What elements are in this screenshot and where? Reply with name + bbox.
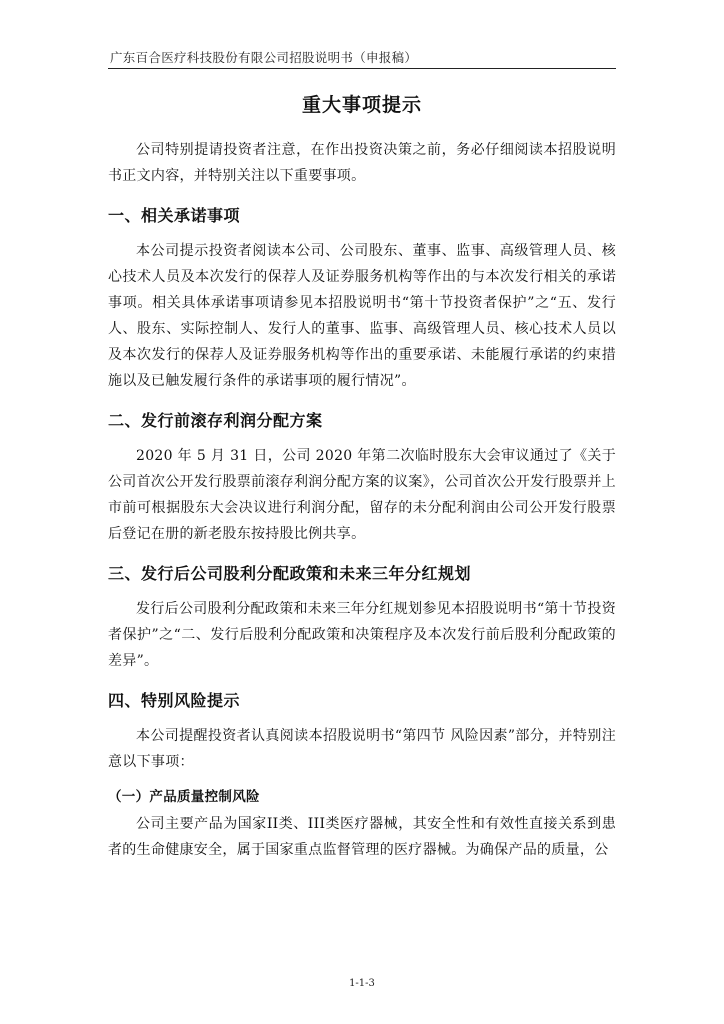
subsection-body-quality-risk: 公司主要产品为国家II类、III类医疗器械，其安全性和有效性直接关系到患者的生命健康安全，属于国家重点监督管理的医疗器械。为确保产品的质量，公 <box>108 816 616 858</box>
section-heading-risk-notice: 四、特别风险提示 <box>108 691 241 710</box>
header-divider <box>108 68 616 69</box>
section-body-risk-notice: 本公司提醒投资者认真阅读本招股说明书“第四节 风险因素”部分，并特别注意以下事项： <box>108 728 616 770</box>
section-body-dividend-policy: 发行后公司股利分配政策和未来三年分红规划参见本招股说明书“第十节投资者保护”之“二、发行后股利分配政策和决策程序及本次发行前后股利分配政策的差异”。 <box>108 601 616 669</box>
running-header: 广东百合医疗科技股份有限公司招股说明书（申报稿） <box>110 50 418 65</box>
section-heading-dividend-policy: 三、发行后公司股利分配政策和未来三年分红规划 <box>108 564 472 583</box>
section-heading-commitments: 一、相关承诺事项 <box>108 206 241 225</box>
section-heading-retained-profit: 二、发行前滚存利润分配方案 <box>108 411 323 430</box>
section-body-retained-profit: 2020 年 5 月 31 日，公司 2020 年第二次临时股东大会审议通过了《关于公司首次公开发行股票前滚存利润分配方案的议案》，公司首次公开发行股票并上市前可根据股东大会决议进行利润分配，留存的未分配利润由公司公开发行股票后登记在册的新老股东按持股比例共享。 <box>108 448 616 542</box>
page-title: 重大事项提示 <box>301 94 422 116</box>
section-body-commitments: 本公司提示投资者阅读本公司、公司股东、董事、监事、高级管理人员、核心技术人员及本次发行的保荐人及证券服务机构等作出的与本次发行相关的承诺事项。相关具体承诺事项请参见本招股说明书“第十节投资者保护”之“五、发行人、股东、实际控制人、发行人的董事、监事、高级管理人员、核心技术人员以及本次发行的保荐人及证券服务机构等作出的重要承诺、未能履行承诺的约束措施以及已触发履行条件的承诺事项的履行情况”。 <box>108 243 616 389</box>
page-content <box>108 86 616 863</box>
intro-paragraph: 公司特别提请投资者注意，在作出投资决策之前，务必仔细阅读本招股说明书正文内容，并特别关注以下重要事项。 <box>108 142 616 184</box>
subsection-heading-quality-risk: （一）产品质量控制风险 <box>108 789 260 805</box>
page-number: 1-1-3 <box>349 978 375 989</box>
